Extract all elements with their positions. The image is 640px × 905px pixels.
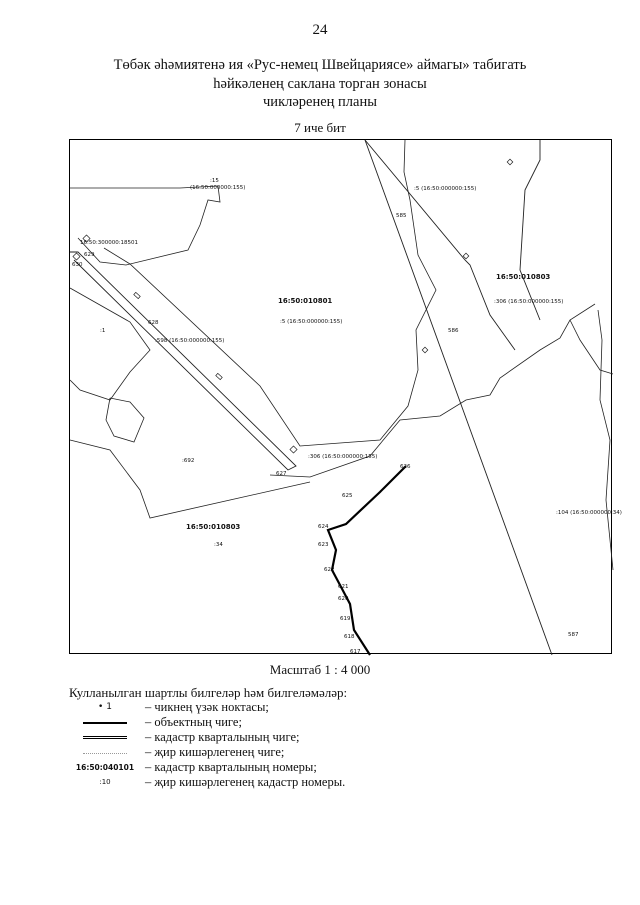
sheet-label: 7 иче бит <box>294 120 346 135</box>
parcel-306-boundary <box>270 304 595 477</box>
point-629: 629 <box>84 252 95 258</box>
quarter-label-010801: 16:50:010801 <box>278 297 333 305</box>
parcel-line-symbol <box>69 745 141 760</box>
point-627: 627 <box>276 471 287 477</box>
parcel-boundaries <box>70 140 613 570</box>
point-628: 628 <box>148 320 159 326</box>
page-number: 24 <box>312 22 328 38</box>
quarter-line-symbol <box>69 730 141 745</box>
legend-row-parcel <box>69 745 589 760</box>
parcel-number-symbol: :10 <box>99 778 111 786</box>
map-drawing <box>70 140 622 655</box>
parcel-label-1: :1 <box>100 328 106 334</box>
map-scale: Масштаб 1 : 4 000 <box>269 662 371 677</box>
marker-north-2 <box>463 253 469 259</box>
boundary-point-markers <box>73 159 513 453</box>
legend-row-point <box>69 700 589 715</box>
point-587: 587 <box>568 632 579 638</box>
legend-row-quarter <box>69 730 589 745</box>
quarter-label-top-left: 16:50:300000:18501 <box>80 240 139 246</box>
quarter-line-north <box>365 140 515 350</box>
point-623: 623 <box>318 542 329 548</box>
parcel-label-306-right: :306 (16:50:000000:155) <box>494 299 564 305</box>
parcel-5-boundary <box>104 140 436 446</box>
point-626: 626 <box>400 464 411 470</box>
legend-text-quarter-number: – кадастр кварталының номеры; <box>145 760 317 774</box>
object-boundary <box>328 466 406 655</box>
parcel-label-5-center: :5 (16:50:000000:155) <box>280 319 343 325</box>
title-line-3: чикләренең планы <box>263 94 377 110</box>
parcel-label-306-bottom: :306 (16:50:000000:155) <box>308 454 378 460</box>
legend-text-object: – объектның чиге; <box>145 715 242 729</box>
legend-text-point: – чикнең үзәк ноктасы; <box>145 700 269 714</box>
object-line-symbol <box>69 715 141 730</box>
quarter-label-010803-left: 16:50:010803 <box>186 523 241 531</box>
point-630: 630 <box>72 262 83 268</box>
point-586: 586 <box>448 328 459 334</box>
marker-630 <box>73 253 80 260</box>
point-585: 585 <box>396 213 407 219</box>
legend-row-object <box>69 715 589 730</box>
title-line-2: һәйкәленең саклана торган зонасы <box>213 75 427 92</box>
point-621: 621 <box>338 584 349 590</box>
legend-text-parcel: – җир кишәрлегенең чиге; <box>145 745 285 759</box>
boundary-point-symbol: • 1 <box>98 702 112 712</box>
parcel-1-boundary <box>70 288 150 400</box>
marker-road-3 <box>290 446 297 453</box>
marker-road-2 <box>216 373 222 379</box>
quarter-line-road <box>70 252 296 470</box>
point-625: 625 <box>342 493 353 499</box>
parcel-label-104: :104 (16:50:000000:34) <box>556 510 622 516</box>
parcel-label-15-ref: (16:50:000000:155) <box>190 185 246 191</box>
marker-north-3 <box>422 347 428 353</box>
quarter-label-010803-right: 16:50:010803 <box>496 273 551 281</box>
title-line-1: Төбәк әһәмиятенә ия «Рус-немец Швейцариясе» аймагы» табигать <box>113 57 527 73</box>
quarter-number-symbol: 16:50:040101 <box>75 763 135 772</box>
point-618: 618 <box>344 634 355 640</box>
legend-text-quarter: – кадастр кварталының чиге; <box>145 730 300 744</box>
quarter-line-east <box>520 140 540 320</box>
parcel-label-34: :34 <box>214 542 223 548</box>
parcel-label-15: :15 <box>210 178 219 184</box>
document-title <box>0 56 640 112</box>
boundary-map <box>69 139 622 655</box>
point-617: 617 <box>350 649 361 655</box>
parcel-label-598: :598 (16:50:000000:155) <box>155 338 225 344</box>
legend-title: Кулланылган шартлы билгеләр һәм билгеләмәләр: <box>69 685 348 700</box>
point-624: 624 <box>318 524 329 530</box>
parcel-small-square <box>106 398 144 442</box>
parcel-label-5-top: :5 (16:50:000000:155) <box>414 186 477 192</box>
object-boundary-line <box>328 466 406 655</box>
point-622: 622 <box>324 567 335 573</box>
parcel-label-692: :692 <box>182 458 195 464</box>
legend <box>69 700 589 790</box>
parcel-306-right-boundary <box>570 320 613 374</box>
legend-text-parcel-number: – җир кишәрлегенең кадастр номеры. <box>145 775 346 789</box>
legend-row-quarter-number <box>69 760 589 775</box>
quarter-line-diagonal <box>365 140 552 655</box>
parcel-104-boundary <box>598 310 613 570</box>
legend-row-parcel-number <box>69 775 589 790</box>
point-619: 619 <box>340 616 351 622</box>
parcel-692-boundary <box>70 440 310 518</box>
point-620: 620 <box>338 596 349 602</box>
marker-road-1 <box>134 292 140 298</box>
marker-north-1 <box>507 159 513 165</box>
